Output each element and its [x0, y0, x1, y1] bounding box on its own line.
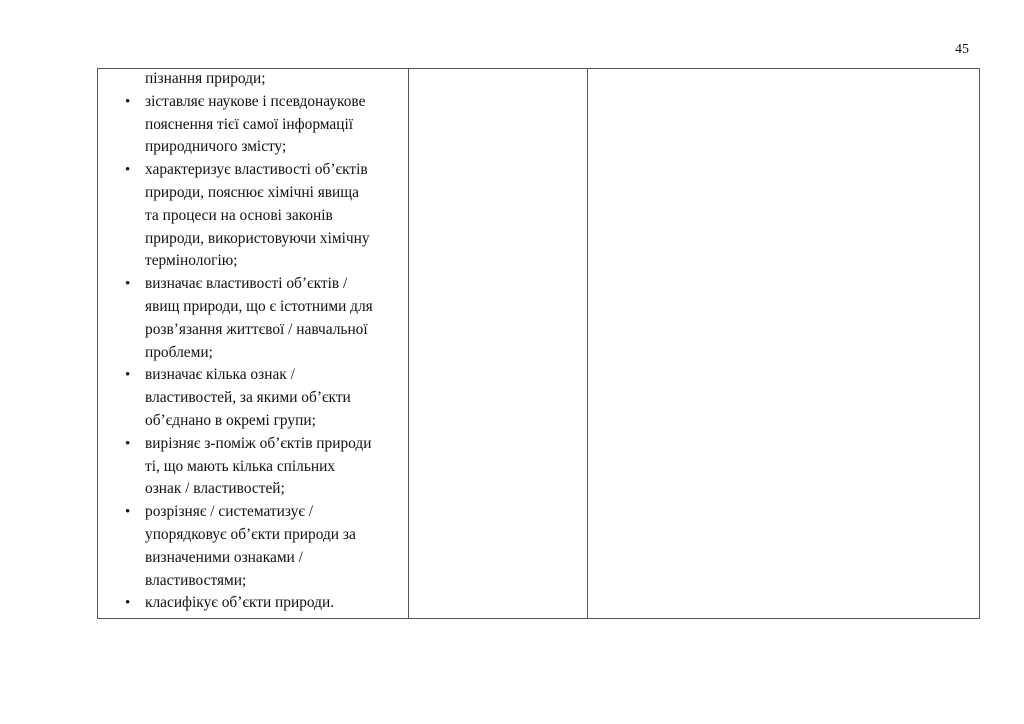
empty-cell-2 — [409, 69, 588, 619]
curriculum-table — [97, 68, 980, 619]
bullet-icon: • — [125, 435, 131, 452]
bullet-icon: • — [125, 595, 131, 612]
list-item: • характеризує властивості об’єктів природи, пояснює хімічні явища та процеси на основі законів природи, використовуючи хімічну термінологію; — [125, 161, 370, 270]
expected-results-cell — [98, 69, 409, 619]
bullet-icon: • — [125, 504, 131, 521]
empty-cell-3 — [588, 69, 980, 619]
list-item: • класифікує об’єкти природи. — [98, 592, 408, 615]
list-item: • визначає кілька ознак / властивостей, за якими об’єкти об’єднано в окремі групи; — [125, 366, 351, 429]
list-item: • вирізняє з-поміж об’єктів природи ті, що мають кілька спільних ознак / властивостей; — [125, 434, 372, 498]
page-number: 45 — [955, 42, 969, 57]
bullet-icon: • — [125, 276, 131, 293]
bullet-icon: • — [125, 162, 131, 179]
list-item: • визначає властивості об’єктів / явищ природи, що є істотними для розв’язання життєвої / навчальної проблеми; — [125, 275, 373, 361]
bullet-icon: • — [125, 367, 131, 384]
list-item: • розрізняє / систематизує / упорядковує об’єкти природи за визначеними ознаками / властивостями; — [125, 503, 356, 589]
results-list — [98, 68, 408, 615]
bullet-icon: • — [125, 93, 131, 110]
table-row — [98, 69, 980, 619]
continuation-line: пізнання природи; — [145, 70, 266, 87]
list-item: • зіставляє наукове і псевдонаукове пояснення тієї самої інформації природничого змісту; — [125, 92, 366, 156]
